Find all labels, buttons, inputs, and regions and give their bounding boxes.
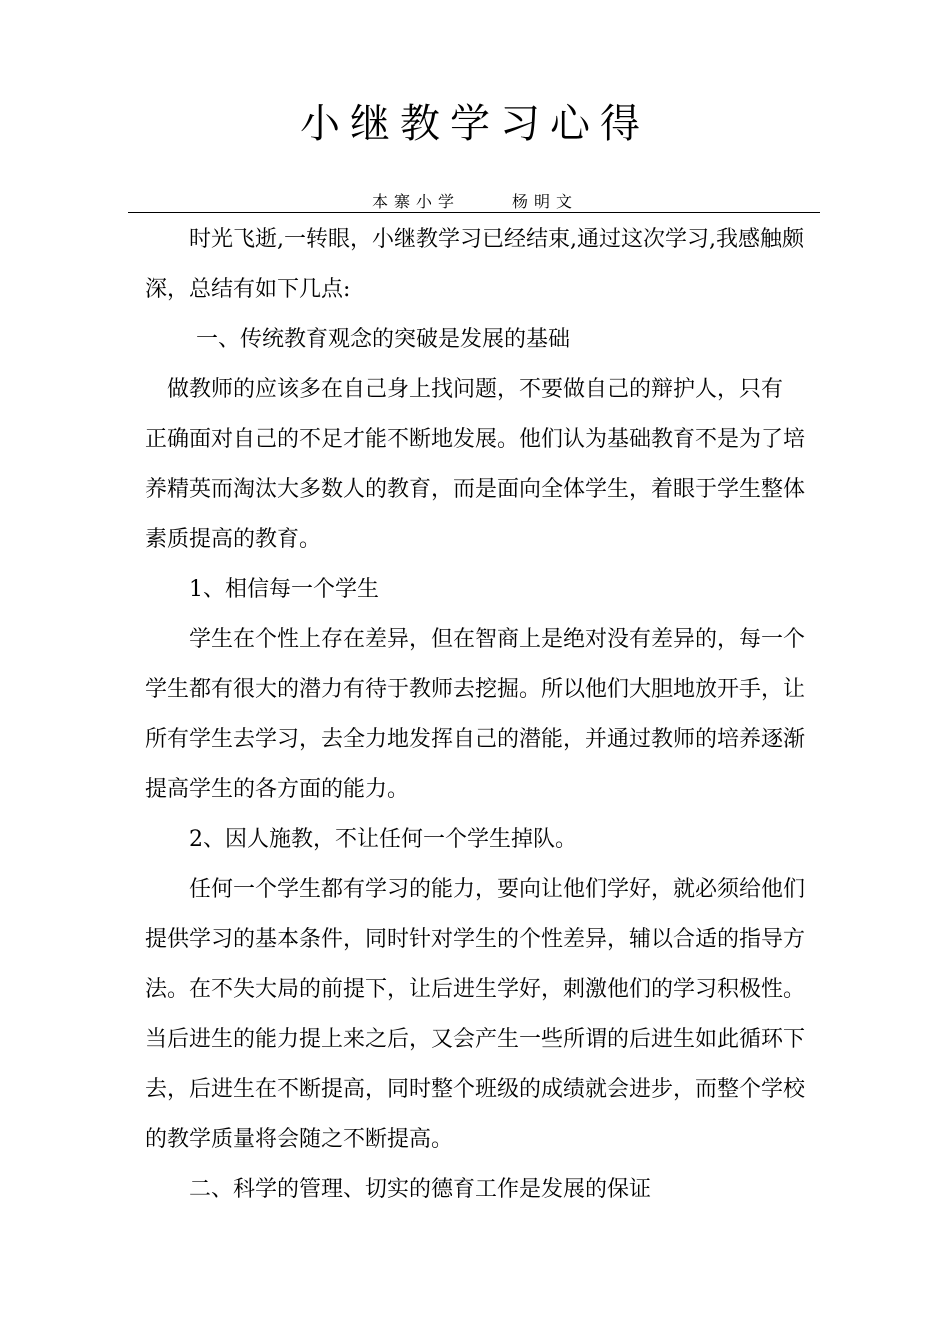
text-line: 提供学习的基本条件，同时针对学生的个性差异，辅以合适的指导方 <box>145 927 806 952</box>
text-line: 1、相信每一个学生 <box>145 577 379 602</box>
byline <box>0 191 950 213</box>
text-line: 学生在个性上存在差异，但在智商上是绝对没有差异的，每一个 <box>145 627 806 652</box>
text-line: 素质提高的教育。 <box>145 527 322 552</box>
text-line: 一、传统教育观念的突破是发展的基础 <box>145 327 570 352</box>
text-line: 2、因人施教，不让任何一个学生掉队。 <box>145 827 577 852</box>
author-name: 杨明文 <box>512 192 579 211</box>
text-line: 去，后进生在不断提高，同时整个班级的成绩就会进步，而整个学校 <box>145 1077 806 1102</box>
school-name: 本寨小学 <box>371 192 460 211</box>
text-line: 提高学生的各方面的能力。 <box>145 777 410 802</box>
text-line: 学生都有很大的潜力有待于教师去挖掘。所以他们大胆地放开手，让 <box>145 677 806 702</box>
body-text <box>145 215 810 1215</box>
text-line: 正确面对自己的不足才能不断地发展。他们认为基础教育不是为了培 <box>145 427 806 452</box>
text-line: 二、科学的管理、切实的德育工作是发展的保证 <box>145 1177 652 1202</box>
text-line: 时光飞逝,一转眼，小继教学习已经结束,通过这次学习,我感触颇 <box>145 227 804 252</box>
text-line: 所有学生去学习，去全力地发挥自己的潜能，并通过教师的培养逐渐 <box>145 727 806 752</box>
text-line: 做教师的应该多在自己身上找问题，不要做自己的辩护人，只有 <box>145 377 784 402</box>
document-title: 小继教学习心得 <box>300 101 650 147</box>
text-line: 养精英而淘汰大多数人的教育，而是面向全体学生，着眼于学生整体 <box>145 477 806 502</box>
text-line: 任何一个学生都有学习的能力，要向让他们学好，就必须给他们 <box>145 877 806 902</box>
header-rule <box>128 212 820 213</box>
text-line: 深，总结有如下几点: <box>145 277 351 302</box>
text-line: 的教学质量将会随之不断提高。 <box>145 1127 454 1152</box>
text-line: 法。在不失大局的前提下，让后进生学好，刺激他们的学习积极性。 <box>145 977 806 1002</box>
text-line: 当后进生的能力提上来之后，又会产生一些所谓的后进生如此循环下 <box>145 1027 806 1052</box>
